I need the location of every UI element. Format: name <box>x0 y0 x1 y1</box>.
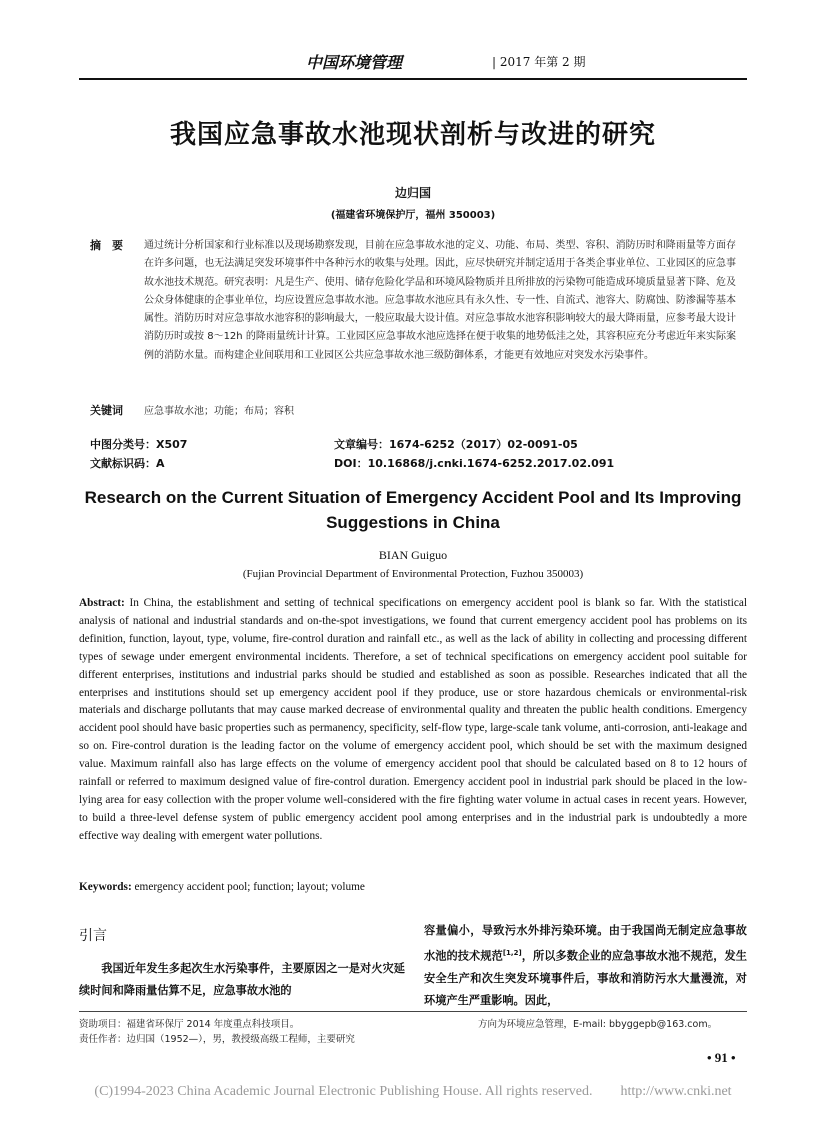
footnote-divider <box>79 1011 747 1012</box>
author-chinese: 边归国 <box>394 186 431 200</box>
doi: DOI：10.16868/j.cnki.1674-6252.2017.02.091 <box>334 457 615 470</box>
body-column-left: 我国近年发生多起次生水污染事件，主要原因之一是对火灾延续时间和降雨量估算不足，应急事故水池的 <box>79 962 405 997</box>
affiliation-chinese: (福建省环境保护厅，福州 350003) <box>330 210 496 221</box>
abstract-cn-label: 摘 要 <box>90 239 123 252</box>
page-number: • 91 • <box>707 1050 736 1065</box>
body-column-right: 容量偏小，导致污水外排污染环境。由于我国尚无制定应急事故水池的技术规范[1,2]，所以多数企业的应急事故水池不规范，发生安全生产和次生突发环境事件后，事故和消防污水大量漫流，对环境产生严重影响。因此， <box>424 924 747 1007</box>
keywords-en-label: Keywords: <box>79 881 132 893</box>
footnote-funding: 资助项目：福建省环保厅 2014 年度重点科技项目。 <box>79 1019 300 1030</box>
affiliation-english: (Fujian Provincial Department of Environmental Protection, Fuzhou 350003) <box>242 568 584 580</box>
abstract-en-label: Abstract: <box>79 597 125 609</box>
keywords-english <box>79 881 365 893</box>
keywords-chinese: 应急事故水池；功能；布局；容积 <box>144 406 294 417</box>
keywords-en-text: emergency accident pool; function; layout; volume <box>134 881 365 893</box>
citation-ref: [1,2] <box>502 949 522 957</box>
issue-info: | 2017 年第 2 期 <box>492 55 586 69</box>
keywords-cn-label: 关键词 <box>90 404 123 417</box>
footnote-author: 责任作者：边归国（1952—），男，教授级高级工程师，主要研究 <box>79 1034 355 1045</box>
journal-name: 中国环境管理 <box>306 53 403 72</box>
title-english: Research on the Current Situation of Emergency Accident Pool and Its Improving Suggestions in China <box>84 488 742 532</box>
section-heading: 引言 <box>79 928 107 944</box>
journal-header <box>79 48 747 80</box>
footnote-author-cont: 方向为环境应急管理，E-mail: bbyggepb@163.com。 <box>478 1019 718 1030</box>
copyright-notice: (C)1994-2023 China Academic Journal Electronic Publishing House. All rights reserved. http://www.cnki.net <box>94 1084 732 1099</box>
title-chinese: 我国应急事故水池现状剖析与改进的研究 <box>169 120 656 150</box>
abstract-english <box>79 595 747 846</box>
article-number: 文章编号：1674-6252（2017）02-0091-05 <box>334 438 578 451</box>
abstract-en-text: In China, the establishment and setting of technical specifications on emergency accident pool is blank so far. With the statistical analysis of national and industrial standards and on-the-spot investigations, we found that current emergency accident pool has problems on its definition, function, layout, type, volume, fire-control duration and rainfall etc., as well as the lack of ability in collecting and processing different types of sewage under emergent environmental incidents. Therefore, a set of technical specifications on emergency accident pool suitable for different enterprises, institutions and industrial parks should be studied and established as soon as possible. Researches indicated that all the enterprises and institutions should set up emergency accident pool if they produce, use or store hazardous chemicals or environmental-risk materials and discharge pollutants that may cause marked decrease of environmental quality and threaten the public health conditions. Emergency accident pool should have basic properties such as permanency, specificity, self-flow type, large-scale tank volume, anti-corrosion, anti-leakage and so on. Fire-control duration is the leading factor on the volume of emergency accident pool, which should be set with the maximum designed value. Maximum rainfall also has large effects on the volume of emergency accident pool that should be calculated based on 8 to 12 hours of rainfall or referred to maximum designed value of fire-control duration. Emergency accident pool in industrial park should be placed in the low-lying area for easy collection with the proper volume well-considered with the fire fighting water volume in actual cases in recent years. However, to build a three-level defense system of public emergency accident pool among enterprises and in the industrial park is undoubtedly a more effective way dealing with emergent water pollutions. <box>79 597 748 842</box>
clc-number: 中图分类号：X507 <box>90 438 188 451</box>
author-english: BIAN Guiguo <box>378 548 448 562</box>
abstract-chinese: 通过统计分析国家和行业标准以及现场勘察发现，目前在应急事故水池的定义、功能、布局、类型、容积、消防历时和降雨量等方面存在许多问题，也无法满足突发环境事件中各种污水的收集与处理。因此，应尽快研究并制定适用于各类企事业单位、工业园区的应急事故水池技术规范。研究表明：凡是生产、使用、储存危险化学品和环境风险物质并且所排放的污染物可能造成环境质量显著下降、危及公众身体健康的企事业单位，均应设置应急事故水池。应急事故水池应具有永久性、专一性、自流式、池容大、防腐蚀、防渗漏等基本属性。消防历时对应急事故水池容积的影响最大，一般应取最大设计值。对应急事故水池容积影响较大的最大降雨量，应参考最大设计消防历时或按 8～12h 的降雨量统计计算。工业园区应急事故水池应选择在便于收集的地势低洼之处，其容积应充分考虑近年来实际案例的消防水量。而构建企业间联用和工业园区公共应急事故水池三级防御体系，才能更有效地应对突发水污染事件。 <box>144 240 736 361</box>
document-code: 文献标识码：A <box>90 457 165 470</box>
